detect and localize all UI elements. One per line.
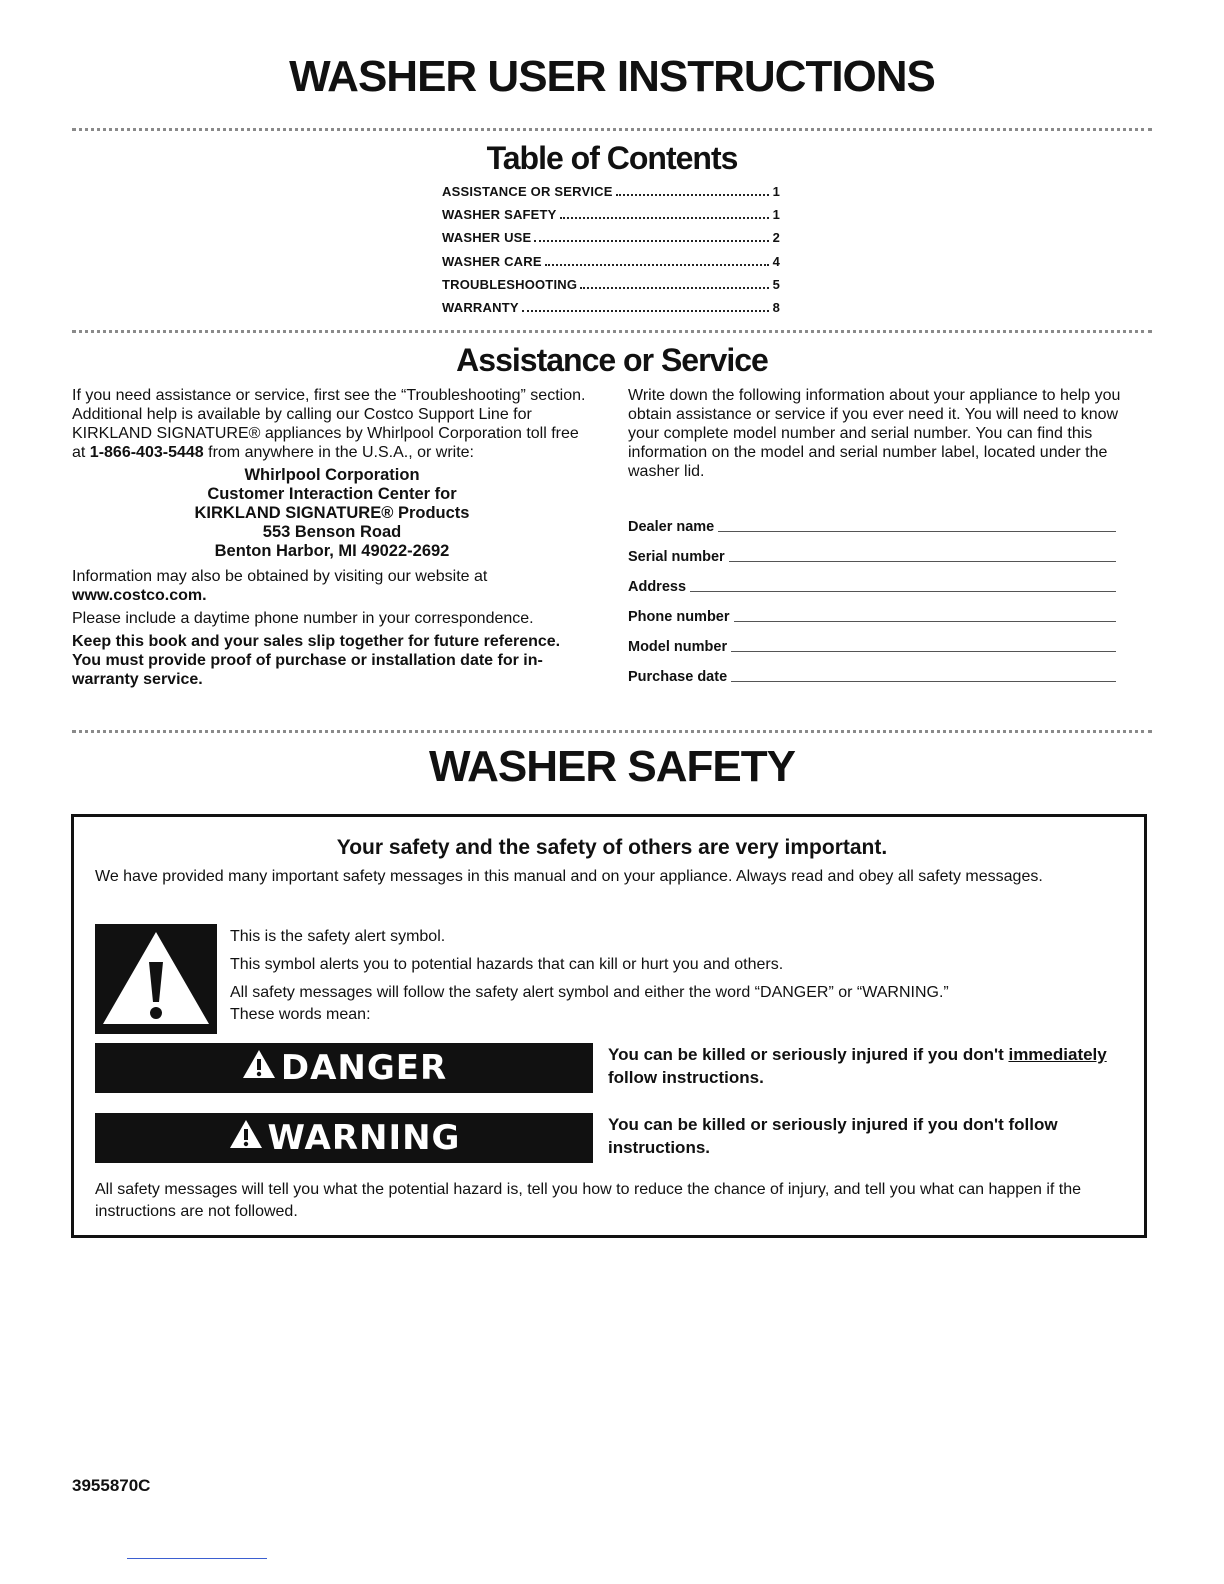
warning-label: WARNING <box>267 1118 461 1158</box>
model-number-field[interactable] <box>628 625 1116 655</box>
field-line <box>734 621 1116 622</box>
keep-note: Keep this book and your sales slip together for future reference. You must provide proof of purchase or installation date for in-warranty service. <box>72 633 561 688</box>
safety-box-intro: We have provided many important safety messages in this manual and on your appliance. Always read and obey all safety messages. <box>95 868 1043 885</box>
toc-item-label: ASSISTANCE OR SERVICE <box>442 184 613 199</box>
safety-box-heading: Your safety and the safety of others are very important. <box>336 836 888 859</box>
address-line: 553 Benson Road <box>262 523 402 541</box>
divider <box>72 128 1152 131</box>
toc-item-label: WASHER USE <box>442 230 532 246</box>
alert-line: This is the safety alert symbol. <box>230 928 446 945</box>
field-line <box>718 531 1116 532</box>
field-line <box>731 681 1116 682</box>
intro-text-end: from anywhere in the U.S.A., or write: <box>203 444 474 461</box>
serial-number-field[interactable] <box>628 535 1116 565</box>
field-label: Purchase date <box>628 669 728 685</box>
assistance-intro <box>72 386 592 462</box>
divider <box>72 730 1152 733</box>
toc-leader <box>522 310 769 312</box>
toc-item-label: TROUBLESHOOTING <box>442 276 578 292</box>
toc-item[interactable] <box>442 277 780 300</box>
field-line <box>690 591 1116 592</box>
record-fields <box>628 505 1116 685</box>
address-field[interactable] <box>628 565 1116 595</box>
danger-text-end: follow instructions. <box>608 1068 764 1087</box>
alert-line: All safety messages will follow the safety alert symbol and either the word “DANGER” or “WARNING.” <box>230 984 949 1001</box>
record-info-intro: Write down the following information about your appliance to help you obtain assistance or service if you ever need it. You will need to know your complete model number and serial number. You can find this information on the model and serial number label, located under the washer lid. <box>628 387 1121 480</box>
address-line: KIRKLAND SIGNATURE® Products <box>194 504 470 522</box>
toc-item[interactable] <box>442 184 780 207</box>
field-label: Serial number <box>628 549 725 565</box>
toc-item[interactable] <box>442 230 780 253</box>
toc-leader <box>616 194 769 196</box>
danger-emphasis: immediately <box>1008 1045 1107 1064</box>
phone-note: Please include a daytime phone number in your correspondence. <box>72 610 534 627</box>
toc-item-page: 5 <box>772 276 780 292</box>
address-line: Benton Harbor, MI 49022-2692 <box>214 542 450 560</box>
toc-title: Table of Contents <box>486 140 738 176</box>
field-label: Phone number <box>628 609 730 625</box>
danger-label: DANGER <box>280 1048 448 1088</box>
alert-line: These words mean: <box>230 1006 371 1023</box>
toc-item-label: WASHER SAFETY <box>442 207 557 223</box>
toc-item-label: WASHER CARE <box>442 253 542 269</box>
website-text: Information may also be obtained by visiting our website at <box>72 568 488 585</box>
footer-line <box>127 1558 267 1559</box>
table-of-contents <box>442 184 780 323</box>
field-line <box>731 651 1116 652</box>
website-note <box>72 567 592 605</box>
phone-number-field[interactable] <box>628 595 1116 625</box>
website-link[interactable]: www.costco.com. <box>72 587 207 604</box>
dealer-name-field[interactable] <box>628 505 1116 535</box>
alert-description <box>230 926 1110 1032</box>
toc-leader <box>560 217 769 219</box>
danger-text: You can be killed or seriously injured if you don't <box>608 1045 1009 1064</box>
toc-item[interactable] <box>442 207 780 230</box>
toc-item-page: 2 <box>772 230 780 246</box>
alert-line: This symbol alerts you to potential hazards that can kill or hurt you and others. <box>230 956 784 973</box>
warning-description: You can be killed or seriously injured if you don't follow instructions. <box>608 1115 1058 1157</box>
assistance-right-column <box>628 386 1150 481</box>
toc-leader <box>580 287 768 289</box>
address-line: Customer Interaction Center for <box>207 485 457 503</box>
page-title: WASHER USER INSTRUCTIONS <box>289 52 935 101</box>
alert-triangle-icon <box>241 1048 277 1089</box>
field-line <box>729 561 1116 562</box>
field-label: Dealer name <box>628 519 715 535</box>
safety-box-outro: All safety messages will tell you what the potential hazard is, tell you how to reduce the chance of injury, and tell you what can happen if the instructions are not followed. <box>95 1181 1082 1220</box>
address-line: Whirlpool Corporation <box>244 466 420 484</box>
part-number: 3955870C <box>72 1476 151 1495</box>
toc-item[interactable] <box>442 254 780 277</box>
toc-item-page: 8 <box>772 299 780 315</box>
purchase-date-field[interactable] <box>628 655 1116 685</box>
warning-signal-bar <box>95 1113 593 1163</box>
intro-text: If you need assistance or service, first see the “Troubleshooting” section. Additional help is available by calling our Costco Support Line for KIRKLAND SIGNATURE® appliances by Whirlpool Corporation toll free at <box>72 387 586 461</box>
toc-item-label: WARRANTY <box>442 299 519 315</box>
toc-leader <box>534 240 768 242</box>
mailing-address <box>72 466 592 561</box>
toc-item-page: 4 <box>772 253 780 269</box>
field-label: Address <box>628 579 687 595</box>
section-title-assistance: Assistance or Service <box>456 342 768 378</box>
alert-triangle-icon <box>95 924 217 1034</box>
field-label: Model number <box>628 639 728 655</box>
danger-signal-bar <box>95 1043 593 1093</box>
safety-alert-icon <box>95 924 217 1034</box>
divider <box>72 330 1152 333</box>
toc-leader <box>545 264 769 266</box>
support-phone: 1-866-403-5448 <box>89 444 204 461</box>
toc-item-page: 1 <box>772 207 780 223</box>
toc-item-page: 1 <box>772 184 780 199</box>
alert-triangle-icon <box>228 1118 264 1159</box>
danger-description <box>608 1043 1138 1089</box>
assistance-left-column <box>72 386 592 693</box>
section-title-safety: WASHER SAFETY <box>429 742 795 791</box>
toc-item[interactable] <box>442 300 780 323</box>
